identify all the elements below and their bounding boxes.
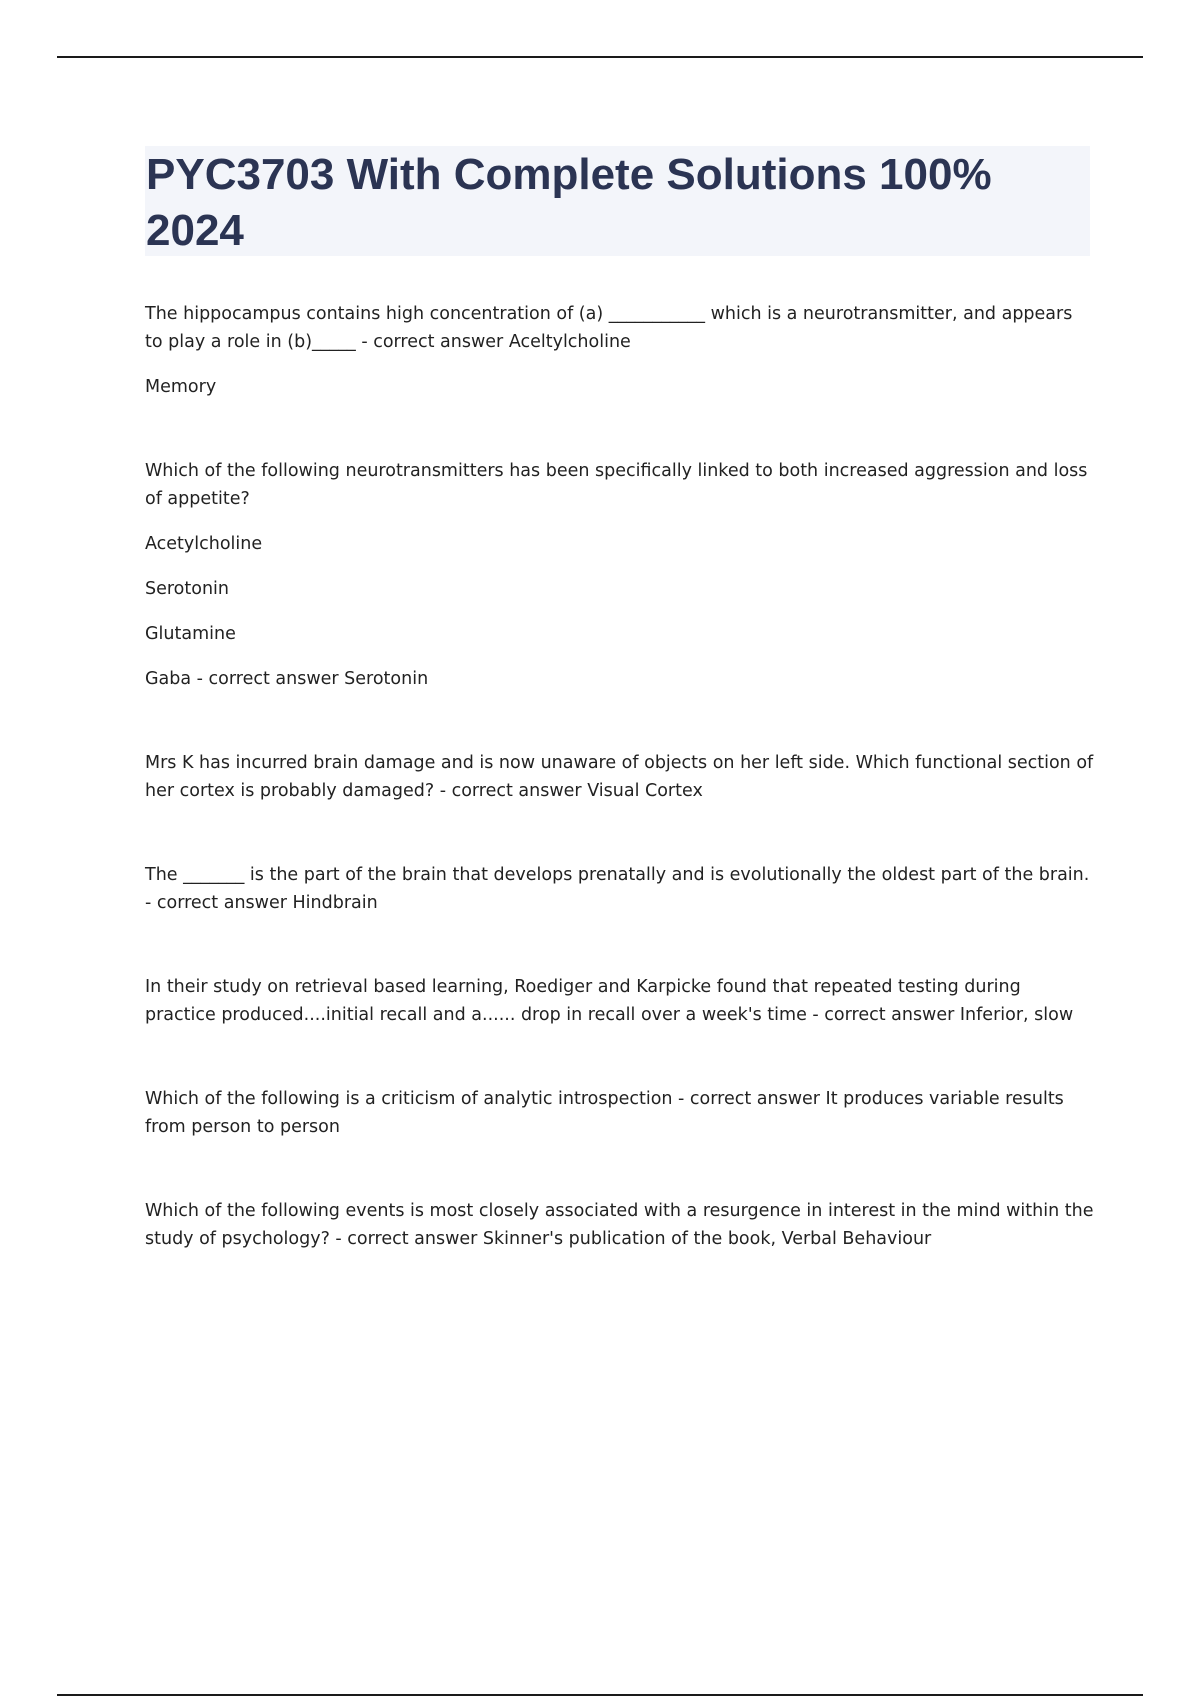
qa-item bbox=[145, 457, 1095, 693]
option-text: Glutamine bbox=[145, 624, 236, 644]
question-text: Which of the following events is most closely associated with a resurgence in interest in the mind within the study of psychology? - correct answer Skinner's publication of the book, Verbal Behaviour bbox=[145, 1201, 1094, 1249]
question-text: Which of the following neurotransmitters has been specifically linked to both increased aggression and loss of appetite? bbox=[145, 461, 1088, 509]
qa-item bbox=[145, 1085, 1095, 1141]
qa-item bbox=[145, 300, 1095, 401]
option-text: Gaba - correct answer Serotonin bbox=[145, 669, 429, 689]
bottom-rule bbox=[57, 1694, 1143, 1696]
qa-item bbox=[145, 1197, 1095, 1253]
question-text: In their study on retrieval based learning, Roediger and Karpicke found that repeated testing during practice produced....initial recall and a...... drop in recall over a week's time - correct answer Inferior, slow bbox=[145, 977, 1074, 1025]
top-rule bbox=[57, 56, 1143, 58]
option-text: Serotonin bbox=[145, 579, 230, 599]
title-banner bbox=[145, 146, 1090, 256]
question-text: The hippocampus contains high concentration of (a) ___________ which is a neurotransmitter, and appears to play a role in (b)_____ - correct answer Aceltylcholine bbox=[145, 304, 1073, 352]
qa-item bbox=[145, 749, 1095, 805]
qa-list bbox=[145, 300, 1095, 1253]
qa-item bbox=[145, 861, 1095, 917]
answer-text: Memory bbox=[145, 377, 217, 397]
question-text: Which of the following is a criticism of analytic introspection - correct answer It produces variable results from person to person bbox=[145, 1089, 1064, 1137]
page-title: PYC3703 With Complete Solutions 100% 2024 bbox=[146, 150, 992, 255]
question-text: Mrs K has incurred brain damage and is now unaware of objects on her left side. Which functional section of her cortex is probably damaged? - correct answer Visual Cortex bbox=[145, 753, 1094, 801]
qa-item bbox=[145, 973, 1095, 1029]
question-text: The _______ is the part of the brain that develops prenatally and is evolutionally the oldest part of the brain. - correct answer Hindbrain bbox=[145, 865, 1090, 913]
option-text: Acetylcholine bbox=[145, 534, 263, 554]
